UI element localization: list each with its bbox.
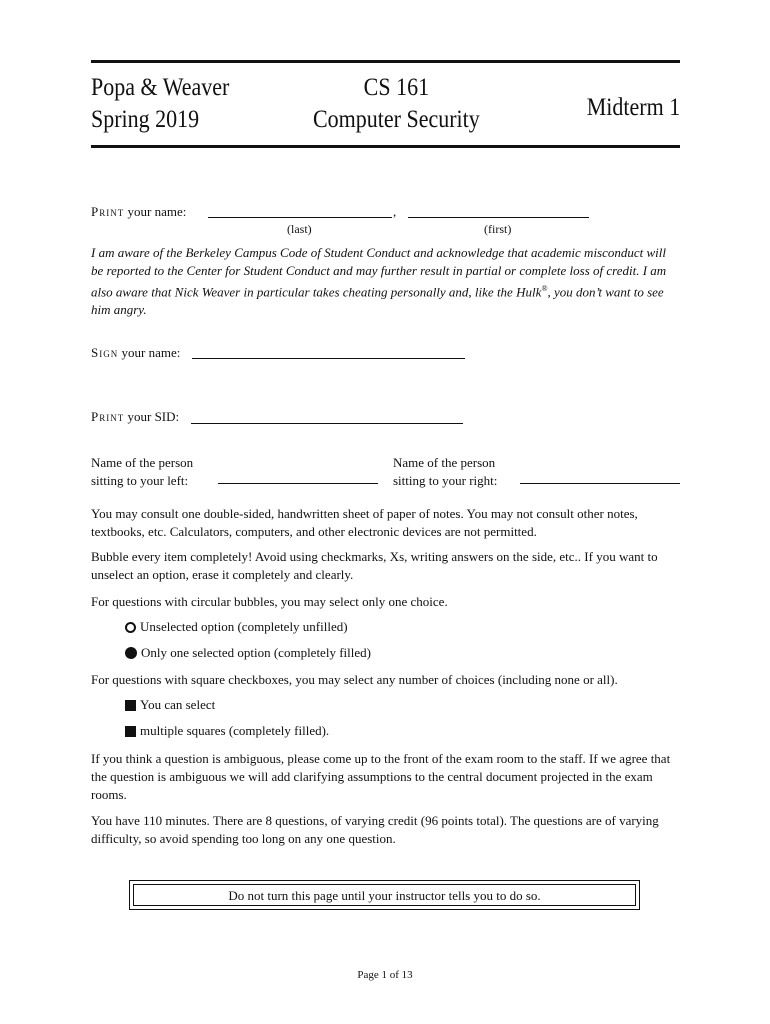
ambiguity-policy: If you think a question is ambiguous, please come up to the front of the exam room to the staff. If we agree that the question is ambiguous we will add clarifying assumptions to the central document projected in the exam rooms. <box>91 751 671 802</box>
example-selected-option: Only one selected option (completely filled) <box>125 645 371 661</box>
last-name-hint: (last) <box>287 222 312 236</box>
last-name-field[interactable] <box>208 217 392 218</box>
notice-text: Do not turn this page until your instructor tells you to do so. <box>133 884 636 906</box>
header-bottom-rule <box>91 145 680 148</box>
first-name-field[interactable] <box>408 217 589 218</box>
bubble-instructions: Bubble every item completely! Avoid using checkmarks, Xs, writing answers on the side, etc.. If you want to unselect an option, erase it completely and clearly. <box>91 549 658 582</box>
example-square-2: multiple squares (completely filled). <box>125 723 329 739</box>
empty-bubble-icon <box>125 622 136 633</box>
instructors: Popa & Weaver <box>91 74 230 101</box>
time-policy: You have 110 minutes. There are 8 questions, of varying credit (96 points total). The questions are of varying difficulty, so avoid spending too long on any one question. <box>91 813 659 846</box>
sign-name-label: Sign your name: <box>91 345 181 360</box>
header-top-rule <box>91 60 680 63</box>
page-number: Page 1 of 13 <box>357 969 413 981</box>
registered-mark: ® <box>541 284 548 293</box>
right-person-field[interactable] <box>520 483 680 484</box>
filled-square-icon <box>125 700 136 711</box>
right-person-label: Name of the person sitting to your right: <box>393 455 498 488</box>
course-title: Computer Security <box>312 106 480 133</box>
square-instructions: For questions with square checkboxes, you may select any number of choices (including none or all). <box>91 672 618 687</box>
term: Spring 2019 <box>91 106 200 133</box>
sid-label: Print your SID: <box>91 409 180 424</box>
filled-square-icon <box>125 726 136 737</box>
honor-statement: I am aware of the Berkeley Campus Code of Student Conduct and acknowledge that academic misconduct will be reported to the Center for Student Conduct and may further result in partial or complete loss of credit. I am also aware that Nick Weaver in particular takes cheating personally and, like the Hulk®, you don’t want to see him angry. <box>91 245 667 318</box>
sid-field[interactable] <box>191 423 463 424</box>
print-name-label: Print your name: <box>91 204 187 219</box>
first-name-hint: (first) <box>484 222 512 236</box>
filled-bubble-icon <box>125 647 137 659</box>
left-person-label: Name of the person sitting to your left: <box>91 455 194 488</box>
name-comma: , <box>393 204 397 219</box>
course-number: CS 161 <box>363 74 430 101</box>
header-left <box>91 72 229 136</box>
header-center <box>312 72 563 136</box>
signature-field[interactable] <box>192 358 465 359</box>
notice-box <box>129 880 640 910</box>
left-person-field[interactable] <box>218 483 378 484</box>
circular-instructions: For questions with circular bubbles, you may select only one choice. <box>91 594 448 609</box>
exam-title: Midterm 1 <box>586 94 680 121</box>
notes-policy: You may consult one double-sided, handwritten sheet of paper of notes. You may not consult other notes, textbooks, etc. Calculators, computers, and other electronic devices are not permitted. <box>91 506 638 539</box>
example-square-1: You can select <box>125 697 215 713</box>
example-unselected-option: Unselected option (completely unfilled) <box>125 619 348 635</box>
